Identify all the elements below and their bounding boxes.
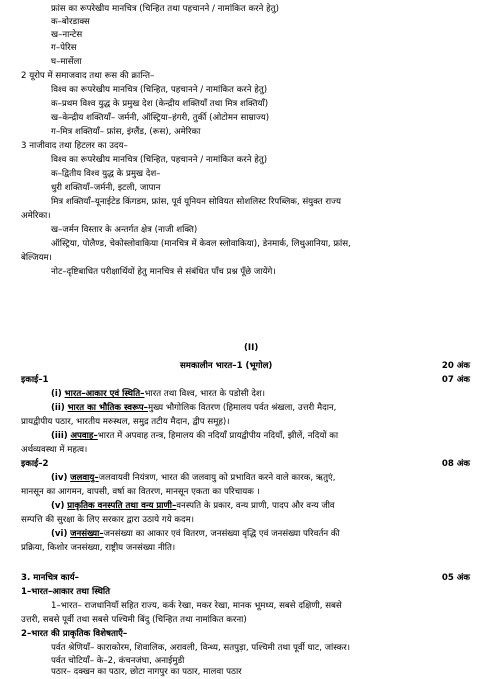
map-plateaus: पठार– दक्खन का पठार, छोटा नागपुर का पठार, मालवा पठार: [51, 667, 242, 677]
section3-item-a: क–द्वितीय विश्व युद्ध के प्रमुख देश–: [51, 169, 161, 179]
section3-item-b: ख–जर्मन विस्तार के अन्तर्गत क्षेत्र (नाजी शक्ति): [51, 225, 198, 235]
topic-iii: [51, 430, 338, 443]
topic-iv: [51, 472, 336, 485]
topic-ii-text-2: प्रायद्वीपीय पठार, भारतीय मरुस्थल, समुद्र तटीय मैदान, द्वीप समूह)।: [21, 417, 230, 427]
topic-v-text-2: सम्पत्ति की सुरक्षा के लिए सरकार द्वारा उठाये गये कदम।: [21, 515, 194, 525]
section3-allies-line2: अमेरिका।: [21, 211, 51, 221]
map-sub1-text-2: उत्तरी, सबसे पूर्वी तथा सबसे पश्चिमी बिंदु (चिन्हित तथा नामांकित करना): [21, 615, 247, 625]
topic-i-text: भारत तथा विश्व, भारत के पडोसी देश।: [144, 389, 266, 399]
map-work-marks: 05 अंक: [441, 573, 470, 583]
topic-i-title: भारत–आकार एवं स्थिति–: [64, 389, 145, 399]
topic-vi-number: (vi): [51, 529, 68, 539]
france-item-paris: ग–पेरिस: [51, 43, 77, 53]
map-sub1-text-1: 1–भारत– राजधानियाँ सहित राज्य, कर्क रेखा, मकर रेखा, मानक भूमध्य, सबसे दक्षिणी, सबसे: [51, 601, 342, 611]
part-roman-numeral: (II): [244, 343, 259, 353]
topic-i-number: (i): [51, 389, 62, 399]
section3-map-line: विश्व का रूपरेखीय मानचित्र (चिन्हित, पहचानने / नामांकित करने हेतु): [51, 155, 268, 165]
topic-vi-text-2: प्रक्रिया, किशोर जनसंख्या, राष्ट्रीय जनसंख्या नीति।: [21, 543, 176, 553]
topic-v-title: प्राकृतिक वनस्पति तथा वन्य प्राणी–: [67, 501, 177, 511]
topic-ii: [51, 402, 336, 415]
topic-v-number: (v): [51, 501, 65, 511]
topic-ii-text-1: मुख्य भौगोलिक वितरण (हिमालय पर्वत श्रंखला, उत्तरी मैदान,: [147, 403, 337, 413]
topic-iii-title: अपवाह–: [70, 431, 98, 441]
section3-axis-powers: धुरी शक्तियाँ–जर्मनी, इटली, जापान: [51, 183, 161, 193]
topic-i: [51, 388, 265, 401]
section3-heading: 3 नाजीवाद तथा हिटलर का उदय–: [21, 141, 128, 151]
unit2-marks: 08 अंक: [441, 459, 470, 469]
france-item-marseille: घ–मार्सेला: [51, 57, 82, 67]
section2-item-c: ग–मित्र शक्तियाँ– फ्रांस, इंग्लैंड, (रूस), अमेरिका: [51, 127, 201, 137]
part-title: समकालीन भारत–1 (भूगोल): [180, 361, 273, 371]
france-item-bordeaux: क–बोरडाक्स: [51, 17, 90, 27]
topic-vi-title: जनसंख्या–: [70, 529, 104, 539]
map-work-heading: 3. मानचित्र कार्य–: [21, 573, 79, 583]
section3-expansion-line1: ऑस्ट्रिया, पोलैण्ड, चेकोस्लोवाकिया (मानचित्र में केवल स्लोवाकिया), डेनमार्क, लिथुआनिया, फ्रांस,: [51, 239, 351, 249]
france-item-nantes: ख–नान्टेस: [51, 30, 83, 40]
section2-item-b: ख–केन्द्रीय शक्तियाँ– जर्मनी, ऑस्ट्रिया–हंगरी, तुर्की (ओटोमन साम्राज्य): [51, 113, 270, 123]
topic-v-text-1: वनस्पति के प्रकार, वन्य प्राणी, पादप और वन्य जीव: [176, 501, 335, 511]
topic-vi-text-1: जनसंख्या का आकार एवं वितरण, जनसंख्या वृद्धि एवं जनसंख्या परिवर्तन की: [103, 529, 340, 539]
section3-note: नोट–दृष्टिबाधित परीक्षार्थियों हेतु मानचित्र से संबंधित पाँच प्रश्न पूँछे जायेंगे।: [51, 267, 276, 277]
topic-iv-number: (iv): [51, 473, 68, 483]
map-sub2-heading: 2–भारत की प्राकृतिक विशेषताएँ–: [21, 629, 128, 639]
topic-ii-number: (ii): [51, 403, 65, 413]
topic-iv-title: जलवायु–: [70, 473, 99, 483]
section2-heading: 2 यूरोप में समाजवाद तथा रूस की क्रान्ति–: [21, 71, 155, 81]
unit1-label: इकाई–1: [21, 375, 49, 385]
france-map-intro: फ्रांस का रूपरेखीय मानचित्र (चिन्हित तथा पहचानने / नामांकित करने हेतु): [51, 4, 279, 14]
topic-ii-title: भारत का भौतिक स्वरूप–: [67, 403, 148, 413]
topic-iii-number: (iii): [51, 431, 68, 441]
topic-iv-text-1: जलवायवी नियंत्रण, भारत की जलवायु को प्रभावित करने वाले कारक, ऋतुएं,: [98, 473, 336, 483]
topic-v: [51, 500, 335, 513]
topic-iii-text-1: भारत में अपवाह तन्त्र, हिमालय की नदियाँ प्रायद्वीपीय नदियाँ, झीलें, नदियों का: [97, 431, 339, 441]
topic-iv-text-2: मानसून का आगमन, वापसी, वर्षा का वितरण, मानसून एकता का परिचायक ।: [21, 487, 260, 497]
map-peaks: पर्वत चोटियाँ– के–2, कंचनजंघा, अनाईमुडी: [51, 656, 185, 666]
unit2-label: इकाई–2: [21, 459, 49, 469]
part-title-marks: 20 अंक: [441, 361, 470, 371]
map-mountains: पर्वत श्रेणियाँ– काराकोरम, शिवालिक, अरावली, विन्ध्य, सतपुड़ा, पश्चिमी तथा पूर्वी घाट, जांस्कर।: [51, 643, 350, 653]
topic-iii-text-2: अर्थव्यवस्था में महत्व।: [21, 445, 88, 455]
section3-expansion-line2: बेल्जियम।: [21, 253, 52, 263]
unit1-marks: 07 अंक: [441, 375, 470, 385]
section2-map-line: विश्व का रूपरेखीय मानचित्र (चिन्हित, पहचानने / नामांकित करने हेतु): [51, 85, 268, 95]
section3-allies-line1: मित्र शक्तियाँ–यूनाईटेड किंगडम, फ्रांस, पूर्व यूनियन सोवियत सोशलिस्ट रिपब्लिक, संयुक्त राज्य: [51, 197, 342, 207]
section2-item-a: क–प्रथम विश्व युद्ध के प्रमुख देश (केन्द्रीय शक्तियाँ तथा मित्र शक्तियाँ): [51, 99, 269, 109]
map-sub1-heading: 1–भारत–आकार तथा स्थिति: [21, 587, 110, 597]
topic-vi: [51, 528, 340, 541]
